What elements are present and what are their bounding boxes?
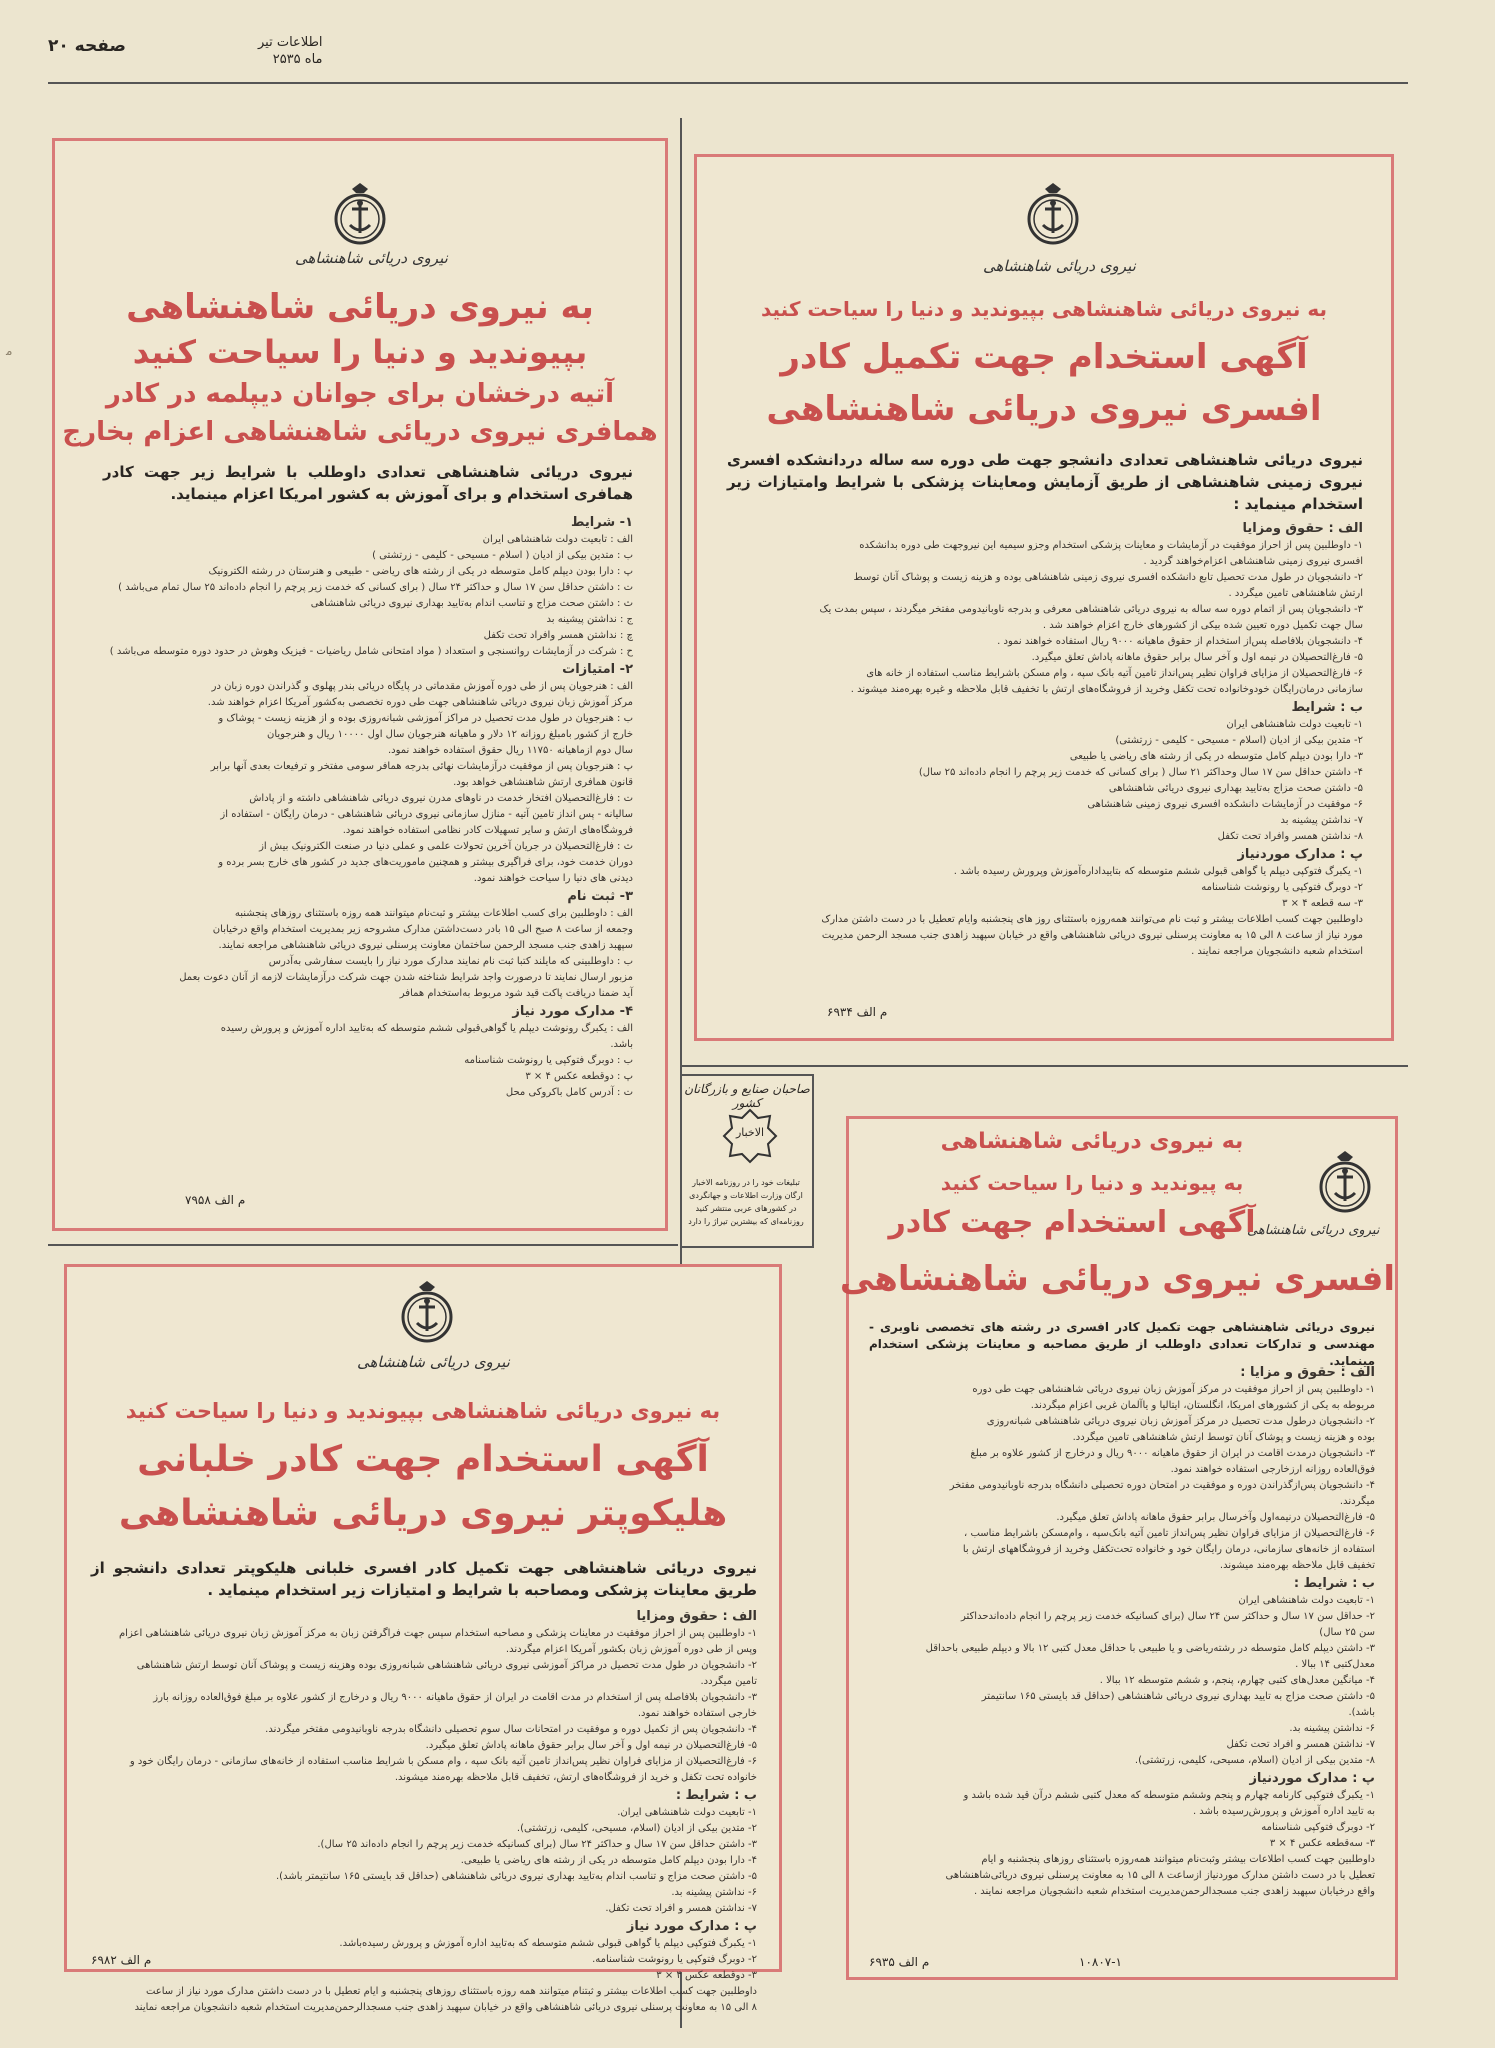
body-line: ۸- متدین بیکی از ادیان (اسلام، مسیحی، کلیمی، زرتشتی). — [1134, 1755, 1375, 1766]
body-line: ۸ الی ۱۵ به معاونت پرسنلی نیروی دریائی شاهنشاهی واقع در خیابان سپهبد زاهدی جنب مسجدالرحمن‌مدیریت استخدام شعبه دانشجویان مراجعه نمایند — [134, 2002, 757, 2013]
body-line: باشد. — [610, 1039, 633, 1050]
body-line: ۴- دانشجویان پس از تکمیل دوره و موفقیت در امتحانات سال سوم تحصیلی دانشگاه بدرجه ناوبانیدومی مفتخر میگردند. — [265, 1724, 757, 1735]
ad-title-line-4: همافری نیروی دریائی شاهنشاهی اعزام بخارج — [62, 417, 658, 447]
body-line: ۸- نداشتن همسر وافراد تحت تکفل — [1217, 831, 1363, 842]
body-line: داوطلبین جهت کسب اطلاعات بیشتر وثبت‌نام میتوانند همه‌روزه باستثنای روزهای پنجشنبه و ایام — [981, 1854, 1375, 1865]
body-line: ۴- داشتن حداقل سن ۱۷ سال وحداکثر ۲۱ سال ( برای کسانی که خدمت زیر پرچم را انجام داده‌اند ۲۵ سال) — [918, 767, 1363, 778]
body-line: ب : شرایط — [1291, 700, 1363, 715]
body-line: ۲- دوبرگ فتوکپی یا رونوشت شناسنامه — [1201, 882, 1363, 893]
body-line: مزبور ارسال نمایند تا درصورت واجد شرایط شناخته شدن جهت شرکت درآزمایشات لازمه از آنان دعوت بعمل — [179, 972, 633, 983]
body-line: ۳- سه‌قطعه عکس ۴ × ۳ — [1269, 1838, 1375, 1849]
body-line: ح : شرکت در آزمایشات روانسنجی و استعداد ( مواد امتحانی شامل ریاضیات - فیزیک وهوش در حدود دوره متوسطه می‌باشد ) — [109, 646, 633, 657]
ad-helicopter-pilot-recruitment — [64, 1264, 782, 2013]
body-line: خارج از کشور بامبلغ روزانه ۱۲ دلار و ماهیانه هنرجویان سال اول ۱۰۰۰۰ ریال و هنرجویان — [266, 729, 633, 740]
body-line: ۲- حداقل سن ۱۷ سال و حداکثر سن ۲۴ سال (برای کسانیکه خدمت زیر پرچم را انجام داده‌اندحداکثر — [961, 1611, 1375, 1622]
body-line: ب : هنرجویان در طول مدت تحصیل در مراکز آموزشی شبانه‌روزی بوده و از هزینه زیست - پوشاک و — [218, 713, 633, 724]
body-line: مرکز آموزش زبان نیروی دریائی شاهنشاهی جهت طی دوره تخصصی به‌کشور آمریکا اعزام خواهند شد. — [207, 697, 633, 708]
body-line: ۴- دانشجویان بلافاصله پس‌از استخدام از حقوق ماهیانه ۹۰۰۰ ریال استفاده خواهند نمود . — [997, 636, 1363, 647]
ad-intro: نیروی دریائی شاهنشاهی تعدادی داوطلب با شرایط زیر جهت کادر همافری استخدام و برای آموزش به کشور امریکا اعزام مینماید. — [103, 463, 633, 503]
body-line: فوق‌العاده روزانه ارزخارجی استفاده خواهند نمود. — [1170, 1464, 1375, 1475]
body-line: وجمعه از ساعت ۸ صبح الی ۱۵ بادر دست‌داشتن مدارک مشروحه زیر بمدیریت استخدام واقع درخیابان — [212, 924, 633, 935]
ad-body — [103, 513, 633, 1101]
body-line: ۷- نداشتن همسر و افراد تحت تکفل. — [605, 1903, 757, 1914]
body-line: ۱- تابعیت دولت شاهنشاهی ایران. — [617, 1807, 757, 1818]
body-line: ۱- شرایط — [571, 515, 633, 530]
issue-month: تیر — [258, 35, 273, 50]
body-line: ۲- دانشجویان درطول مدت تحصیل در مرکز آموزش زبان نیروی دریائی شاهنشاهی شبانه‌روزی — [986, 1416, 1375, 1427]
navy-signature: نیروی دریائی شاهنشاهی — [295, 249, 448, 267]
body-line: ۶- فارغ‌التحصیلان از مزایای فراوان نظیر پس‌انداز تامین آتیه بانک سپه ، وام مسکن با شرایط مناسب استفاده از خانه‌های سازمانی - درمان رایگان خود و — [129, 1756, 757, 1767]
body-line: ۶- فارغ‌التحصیلان از مزایای فراوان نظیر پس‌انداز تامین آتیه بانک سپه ، وام مسکن باشرایط مناسب استفاده از خانه های — [866, 668, 1363, 679]
body-line: سپهبد زاهدی جنب مسجد الرحمن ساختمان معاونت پرسنلی نیروی دریائی شاهنشاهی مراجعه نمایند. — [218, 940, 633, 951]
body-line: ۴- دانشجویان پس‌ازگذراندن دوره و موفقیت در امتحان دوره تحصیلی دانشگاه بدرجه ناوبانیدومی مفتخر — [949, 1480, 1375, 1491]
body-line: ث : فارغ‌التحصیلان در جریان آخرین تحولات علمی و عملی دنیا در صنعت الکترونیک بیش از — [259, 841, 633, 852]
body-line: دیدنی های دنیا را سیاحت خواهند نمود. — [473, 873, 633, 884]
body-line: ۳- دانشجویان درمدت اقامت در ایران از حقوق ماهیانه ۹۰۰۰ ریال و درخارج از کشور علاوه بر مبلغ — [970, 1448, 1375, 1459]
box-body — [686, 1176, 806, 1228]
ad-code: م الف ۷۹۵۸ — [185, 1193, 246, 1207]
body-line: داوطلبین جهت کسب اطلاعات بیشتر و ثبت نام می‌توانند همه‌روزه باستثنای روز های پنجشنبه وایام تعطیل با در دست داشتن مدارک — [821, 914, 1363, 925]
ad-officer-cadet-recruitment — [694, 154, 1394, 1041]
body-line: باشد). — [1348, 1707, 1375, 1718]
body-line: خارجی استفاده خواهند نمود. — [637, 1708, 757, 1719]
body-line: فروشگاه‌های ارتش و سایر تسهیلات کادر نظامی استفاده خواهند نمود. — [342, 825, 633, 836]
body-line: ۲- دانشجویان در طول مدت تحصیل در مراکز آموزشی نیروی دریائی شاهنشاهی شبانه‌روزی بوده وهزینه زیست و پوشاک آنان توسط ارتش شاهنشاهی — [136, 1660, 757, 1671]
body-line: ۲- دانشجویان در طول مدت تحصیل تابع دانشکده افسری نیروی زمینی شاهنشاهی بوده و هزینه زیست و پوشاک آنان توسط — [853, 572, 1363, 583]
body-line: ۶- موفقیت در آزمایشات دانشکده افسری نیروی زمینی شاهنشاهی — [1087, 799, 1363, 810]
navy-signature: نیروی دریائی شاهنشاهی — [983, 257, 1136, 275]
body-line: واقع درخیابان سپهبد زاهدی جنب مسجدالرحمن‌مدیریت استخدام شعبه دانشجویان مراجعه نمایند . — [973, 1886, 1375, 1897]
body-line: ت : فارغ‌التحصیلان افتخار خدمت در ناوهای مدرن نیروی دریائی شاهنشاهی داشته و از پاداش — [249, 793, 633, 804]
section-rule — [680, 1065, 1408, 1067]
ad-title-line-3: آگهی استخدام جهت کادر — [888, 1205, 1256, 1240]
ad-title-line-1: به نیروی دریائی شاهنشاهی بپیوندید و دنیا را سیاحت کنید — [760, 297, 1328, 321]
body-line: مورد نیاز از ساعت ۸ الی ۱۵ به معاونت پرسنلی نیروی دریائی شاهنشاهی واقع در خیابان سپهبد زاهدی جنب مسجد الرحمن مدیریت — [821, 930, 1363, 941]
body-line: ۱- تابعیت دولت شاهنشاهی ایران — [1226, 719, 1363, 730]
box-title: صاحبان صنایع و بازرگانان کشور — [684, 1082, 810, 1110]
ad-code-2: ۱۰۸۰۷-۱ — [1079, 1955, 1123, 1969]
body-line: سن ۲۵ سال) — [1319, 1627, 1375, 1638]
body-line: الف : یکبرگ رونوشت دیپلم یا گواهی‌قبولی ششم متوسطه که به‌تایید اداره آموزش و پرورش رسیده — [220, 1023, 633, 1034]
ad-title-line-4: افسری نیروی دریائی شاهنشاهی — [839, 1259, 1395, 1299]
navy-emblem-icon — [1023, 181, 1083, 247]
body-line: الف : هنرجویان پس از طی دوره آموزش مقدماتی در پایگاه دریائی بندر پهلوی و گذراندن دوره زبان در — [211, 681, 633, 692]
body-line: ۱- یکبرگ فتوکپی کارنامه چهارم و پنجم وششم متوسطه که معدل کتبی ششم درآن قید شده باشد و — [963, 1790, 1375, 1801]
body-line: ۷- نداشتن همسر و افراد تحت تکفل — [1226, 1739, 1375, 1750]
body-line: ۳- دارا بودن دیپلم کامل متوسطه در یکی از رشته های ریاضی یا طبیعی — [1069, 751, 1363, 762]
body-line: ۲- دوبرگ فتوکپی یا رونوشت شناسنامه. — [592, 1954, 757, 1965]
box-line: روزنامه‌ای که بیشترین تیراژ را دارد — [688, 1217, 804, 1226]
ad-code: م الف ۶۹۸۲ — [91, 1953, 152, 1967]
body-line: ۶- فارغ‌التحصیلان از مزایای فراوان نظیر پس‌انداز تامین آتیه بانک‌سپه ، وام‌مسکن باشرایط مناسب ، — [964, 1528, 1375, 1539]
ad-title-line-2: آگهی استخدام جهت تکمیل کادر — [780, 337, 1308, 377]
ad-officer-specialist-recruitment — [839, 1116, 1398, 1980]
ad-code: م الف ۶۹۳۴ — [827, 1005, 888, 1019]
edge-mark: ﻣ — [6, 344, 13, 358]
body-line: معدل‌کتبی ۱۴ ببالا . — [1295, 1659, 1375, 1670]
body-line: ت : داشتن حداقل سن ۱۷ سال و حداکثر ۲۴ سال ( برای کسانی که خدمت زیر پرچم را انجام داده‌اند ۲۵ سال تمام می‌باشد ) — [118, 582, 633, 593]
body-line: ب : شرایط : — [675, 1788, 757, 1803]
body-line: پ : دارا بودن دیپلم کامل متوسطه در یکی از رشته های ریاضی - طبیعی و هنرستان در رشته الکترونیک — [208, 566, 633, 577]
body-line: ۳- سه قطعه ۴ × ۳ — [1282, 898, 1363, 909]
body-line: الف : حقوق ومزایا — [1242, 521, 1363, 536]
ad-homafar-recruitment — [52, 138, 668, 1231]
body-line: ب : داوطلبینی که مایلند کتبا ثبت نام نمایند مدارک مورد نیاز را بایست سفارشی به‌آدرس — [268, 956, 633, 967]
ad-intro: نیروی دریائی شاهنشاهی تعدادی دانشجو جهت طی دوره سه ساله دردانشکده افسری نیروی زمینی شاهنشاهی از طریق آزمایش ومعاینات پزشکی با شرایط وامتیازات زیر استخدام مینماید : — [727, 451, 1363, 513]
box-line: در کشورهای عربی منتشر کنید — [695, 1204, 797, 1213]
body-line: الف : داوطلبین برای کسب اطلاعات بیشتر و ثبت‌نام میتوانند همه روزه باستثنای روزهای پنجشنبه — [234, 908, 633, 919]
body-line: ۴- مدارک مورد نیاز — [512, 1004, 633, 1019]
body-line: ۳- دوقطعه عکس ۴ × ۳ — [656, 1970, 757, 1981]
body-line: استفاده از خانه‌های سازمانی، درمان رایگان خود و خانواده تحت‌تکفل وخرید از فروشگاههای ارتش با — [962, 1544, 1375, 1555]
body-line: سازمانی درمان‌رایگان خودوخانواده تحت تکفل وخرید از فروشگاه‌های ارتش با تخفیف قابل ملاحظه و غیره بهره‌مند میشوند . — [850, 684, 1363, 695]
body-line: ارتش شاهنشاهی تامین میگردد . — [1228, 588, 1363, 599]
ad-intro: نیروی دریائی شاهنشاهی جهت تکمیل کادر افسری خلبانی هلیکوپتر تعدادی دانشجو از طریق معاینات پزشکی ومصاحبه با شرایط و امتیازات زیر استخدام مینماید . — [91, 1559, 757, 1599]
ad-intro: نیروی دریائی شاهنشاهی جهت تکمیل کادر افسری در رشته های تخصصی ناوبری - مهندسی و تدارکات تعدادی داوطلب از طریق مصاحبه و معاینات پزشکی استخدام مینماید. — [869, 1320, 1375, 1368]
body-line: پ : هنرجویان پس از موفقیت درآزمایشات نهائی بدرجه همافر سومی مفتخر و ترفیعات بعدی آنها برابر — [210, 761, 633, 772]
ad-title-line-1: به نیروی دریائی شاهنشاهی بپیوندید و دنیا را سیاحت کنید — [125, 1399, 721, 1423]
body-line: ۱- تابعیت دولت شاهنشاهی ایران — [1238, 1595, 1375, 1606]
navy-emblem-icon — [330, 181, 390, 247]
ad-body — [91, 1607, 757, 2016]
body-line: آید ضمنا دریافت پاکت قید شود مربوط به‌استخدام همافر — [399, 988, 633, 999]
body-line: ۶- نداشتن پیشینه بد. — [1289, 1723, 1375, 1734]
body-line: میگردند. — [1339, 1496, 1375, 1507]
body-line: ۱- داوطلبین پس از احراز موفقیت در معاینات پزشکی و مصاحبه استخدام سپس جهت فراگرفتن زبان به مرکز آموزش زبان نیروی دریائی شاهنشاهی اعزام — [118, 1628, 757, 1639]
body-line: ۵- فارغ‌التحصیلان درنیمه‌اول وآخرسال برابر حقوق ماهانه پاداش تعلق میگیرد. — [1056, 1512, 1375, 1523]
navy-signature: نیروی دریائی شاهنشاهی — [1247, 1223, 1380, 1238]
ad-title-line-2: آگهی استخدام جهت کادر خلبانی — [137, 1439, 709, 1480]
ad-body — [869, 1363, 1375, 1900]
issue-info — [258, 34, 323, 68]
body-line: خانواده تحت تکفل و خرید از فروشگاه‌های ارتش، تخفیف قابل ملاحظه بهره‌مند میشوند. — [394, 1772, 757, 1783]
body-line: ۲- دوبرگ فتوکپی شناسنامه — [1261, 1822, 1375, 1833]
page-header — [48, 28, 1408, 84]
body-line: ۱- داوطلبین پس از احراز موفقیت در مرکز آموزش زبان نیروی دریائی شاهنشاهی جهت طی دوره — [972, 1384, 1375, 1395]
body-line: الف : حقوق و مزایا : — [1240, 1365, 1375, 1380]
body-line: ۲- متدین بیکی از ادیان (اسلام - مسیحی - کلیمی - زرتشتی) — [1115, 735, 1363, 746]
body-line: ۱- یکبرگ فتوکپی دیپلم یا گواهی قبولی ششم متوسطه که بتایید‌اداره‌آموزش وپرورش رسیده باشد . — [953, 866, 1363, 877]
body-line: پ : مدارک مورد نیاز — [626, 1919, 757, 1934]
navy-emblem-icon — [397, 1279, 457, 1345]
body-line: دوران خدمت خود، برای فراگیری بیشتر و همچنین ماموریت‌های جدید در کشور های خارج بسر برده و — [218, 857, 633, 868]
ad-title-line-3: آتیه درخشان برای جوانان دیپلمه در کادر — [105, 379, 615, 409]
body-line: ۱- یکبرگ فتوکپی دیپلم یا گواهی قبولی ششم متوسطه که به‌تایید اداره آموزش و پرورش رسیده‌باشد. — [339, 1938, 757, 1949]
body-line: مربوطه به یکی از کشورهای امریکا، انگلستان، ایتالیا و یاآلمان غربی اعزام میگردند. — [1030, 1400, 1375, 1411]
body-line: ۳- ثبت نام — [567, 889, 633, 904]
body-line: ۴- دارا بودن دیپلم کامل متوسطه در یکی از رشته های ریاضی یا طبیعی. — [460, 1855, 757, 1866]
page-number: صفحه ۲۰ — [48, 36, 126, 56]
ad-body — [727, 519, 1363, 960]
navy-signature: نیروی دریائی شاهنشاهی — [357, 1353, 510, 1371]
body-line: ۲- متدین بیکی از ادیان (اسلام، مسیحی، کلیمی، زرتشتی). — [516, 1823, 757, 1834]
body-line: تخفیف قابل ملاحظه بهره‌مند میشوند. — [1219, 1560, 1375, 1571]
box-logo-text: الاخبار — [735, 1126, 765, 1139]
al-akhbar-box — [680, 1074, 814, 1248]
body-line: سال دوم ازماهیانه ۱۱۷۵۰ ریال حقوق استفاده خواهند نمود. — [387, 745, 633, 756]
body-line: ۵- فارغ‌التحصیلان در نیمه اول و آخر سال برابر حقوق ماهانه پاداش تعلق میگیرد. — [425, 1740, 757, 1751]
body-line: ۴- میانگین معدل‌های کتبی چهارم، پنجم، و ششم متوسطه ۱۲ ببالا . — [1099, 1675, 1375, 1686]
body-line: چ : نداشتن همسر وافراد تحت تکفل — [483, 630, 633, 641]
ad-title-line-3: هلیکوپتر نیروی دریائی شاهنشاهی — [118, 1493, 728, 1534]
ad-title-line-3: افسری نیروی دریائی شاهنشاهی — [766, 389, 1322, 429]
body-line: ۵- داشتن صحت مزاج و تناسب اندام به‌تایید بهداری نیروی دریائی شاهنشاهی (حداقل قد بایستی ۱۶۵ سانتیمتر باشد). — [275, 1871, 757, 1882]
body-line: ۳- دانشجویان بلافاصله پس از استخدام در مدت اقامت در ایران از حقوق ماهیانه ۹۰۰۰ ریال و درخارج از کشور علاوه بر مبلغ فوق‌العاده روزانه بارز — [153, 1692, 757, 1703]
body-line: ۷- نداشتن پیشینه بد — [1280, 815, 1363, 826]
body-line: سالیانه - پس انداز تامین آتیه - منازل سازمانی نیروی دریائی شاهنشاهی - درمان رایگان - استفاده از — [220, 809, 633, 820]
ad-title-line-1: به نیروی دریائی شاهنشاهی — [126, 287, 594, 327]
body-line: ۳- داشتن دیپلم کامل متوسطه در رشته‌ریاضی و یا طبیعی با حداقل معدل کتبی ۱۲ بالا و دیپلم طبیعی باحداقل — [925, 1643, 1375, 1654]
body-line: ب : شرایط : — [1293, 1576, 1375, 1591]
body-line: سال جهت تکمیل دوره تعیین شده بیکی از کشورهای خارج اعزام خواهند شد . — [1042, 620, 1363, 631]
body-line: پ : مدارک موردنیاز — [1249, 1771, 1375, 1786]
issue-year: ماه ۲۵۳۵ — [272, 52, 323, 67]
body-line: بوده و هزینه زیست و پوشاک آنان توسط ارتش شاهنشاهی تامین میگردد. — [1072, 1432, 1375, 1443]
body-line: تعطیل با در دست داشتن مدارک موردنیاز ازساعت ۸ الی ۱۵ به معاونت پرسنلی نیروی دریائی‌شاهنشاهی — [945, 1870, 1375, 1881]
body-line: ب : دوبرگ فتوکپی یا رونوشت شناسنامه — [464, 1055, 633, 1066]
box-line: ارگان وزارت اطلاعات و جهانگردی — [689, 1191, 803, 1200]
section-rule — [48, 1244, 678, 1246]
body-line: به تایید اداره آموزش و پرورش‌رسیده باشد . — [1192, 1806, 1375, 1817]
body-line: الف : حقوق ومزایا — [636, 1609, 757, 1624]
body-line: افسری نیروی زمینی شاهنشاهی اعزام‌خواهند گردید . — [1143, 556, 1363, 567]
body-line: ۵- داشتن صحت مزاج به‌تایید بهداری نیروی دریائی شاهنشاهی — [1108, 783, 1363, 794]
body-line: الف : تابعیت دولت شاهنشاهی ایران — [482, 534, 633, 545]
body-line: داوطلبین جهت کسب اطلاعات بیشتر و ثبتنام میتوانند همه روزه باستثنای روزهای پنجشنبه و ایام تعطیل با در دست داشتن مدارک مورد نیاز از ساعت — [145, 1986, 757, 1997]
ad-code: م الف ۶۹۳۵ — [869, 1955, 930, 1969]
body-line: ۱- داوطلبین پس از احراز موفقیت در آزمایشات و معاینات پزشکی استخدام وجزو سیمیه این نیروجهت طی دوره بدانشکده — [859, 540, 1363, 551]
body-line: پ : مدارک مورد‌نیاز — [1237, 847, 1363, 862]
body-line: استخدام شعبه دانشجویان مراجعه نمایند . — [1191, 946, 1363, 957]
body-line: ب : متدین بیکی از ادیان ( اسلام - مسیحی - کلیمی - زرتشتی ) — [372, 550, 633, 561]
body-line: ت : آدرس کامل باکروکی محل — [505, 1087, 633, 1098]
body-line: ۵- فارغ‌التحصیلان در نیمه اول و آخر سال برابر حقوق ماهانه پاداش تعلق میگیرد. — [1031, 652, 1363, 663]
body-line: ۵- داشتن صحت مزاج به تایید بهداری نیروی دریائی شاهنشاهی (حداقل قد بایستی ۱۶۵ سانتیمتر — [981, 1691, 1375, 1702]
body-line: ج : نداشتن پیشینه بد — [546, 614, 633, 625]
body-line: وپس از طی دوره آموزش زبان بکشور آمریکا اعزام میگردند. — [505, 1644, 757, 1655]
box-line: تبلیغات خود را در روزنامه الاخبار — [692, 1178, 800, 1187]
ad-title-line-2: بپیوندید و دنیا را سیاحت کنید — [132, 333, 588, 371]
body-line: ۲- امتیازات — [562, 662, 633, 677]
body-line: ۶- نداشتن پیشینه بد. — [671, 1887, 757, 1898]
body-line: ۳- داشتن حداقل سن ۱۷ سال و حداکثر ۲۴ سال (برای کسانیکه خدمت زیر پرچم را انجام داده‌اند ۲۵ سال). — [317, 1839, 757, 1850]
ad-title-line-2: به پیوندید و دنیا را سیاحت کنید — [940, 1171, 1244, 1195]
paper-name: اطلاعات — [276, 35, 323, 50]
ad-title-line-1: به نیروی دریائی شاهنشاهی — [940, 1129, 1244, 1154]
body-line: تامین میگردد. — [700, 1676, 757, 1687]
body-line: ث : داشتن صحت مزاج و تناسب اندام به‌تایید بهداری نیروی دریائی شاهنشاهی — [310, 598, 633, 609]
body-line: قانون همافری ارتش شاهنشاهی خواهد بود. — [453, 777, 633, 788]
body-line: ۳- دانشجویان پس از اتمام دوره سه ساله به نیروی دریائی شاهنشاهی معرفی و بدرجه ناوبانیدومی مفتخر میگردند ، سپس بمدت یک — [819, 604, 1363, 615]
body-line: پ : دوقطعه عکس ۴ × ۳ — [525, 1071, 633, 1082]
